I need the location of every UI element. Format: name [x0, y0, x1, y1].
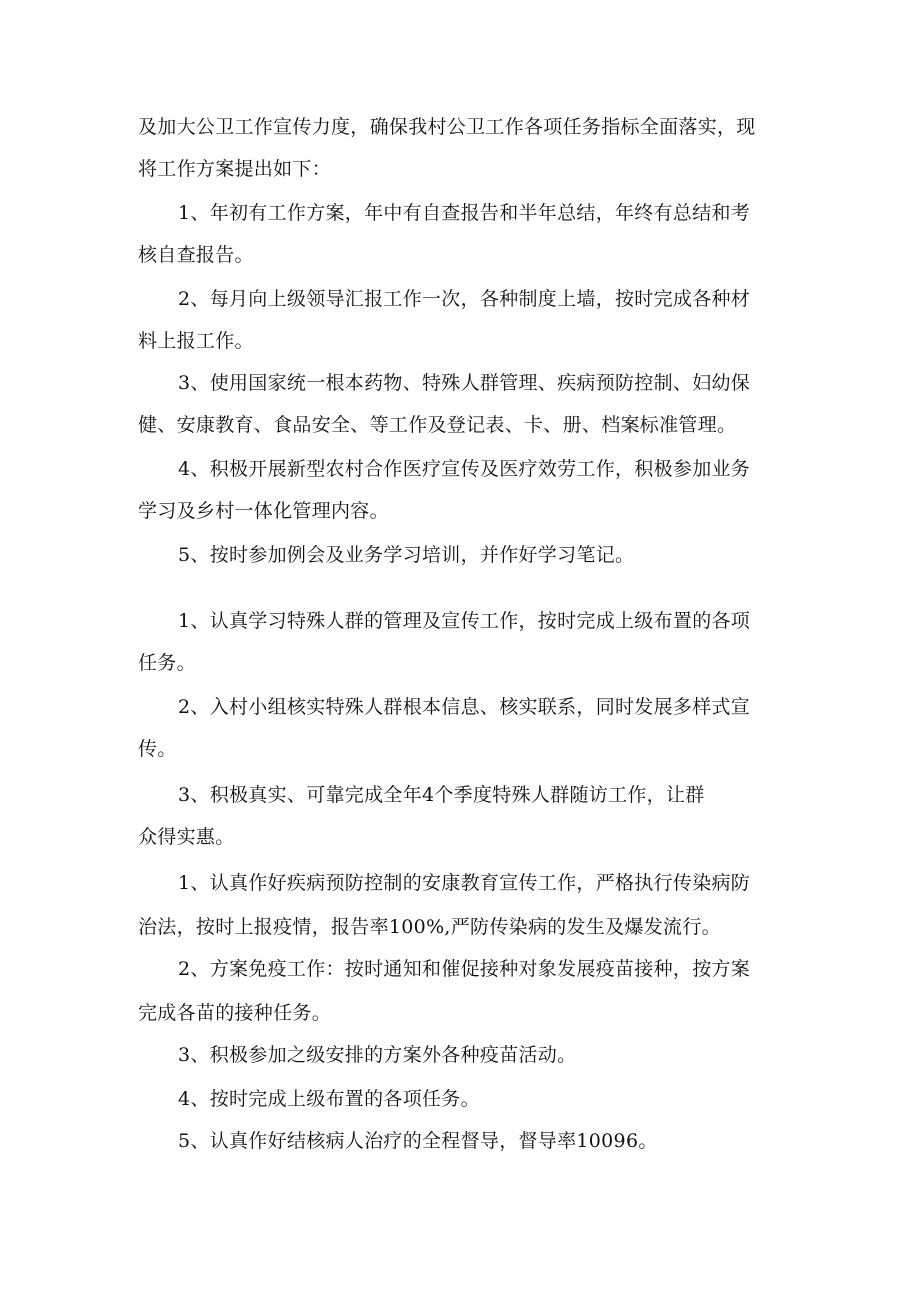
- paragraph-line: 4、积极开展新型农村合作医疗宣传及医疗效劳工作，积极参加业务: [178, 458, 751, 480]
- paragraph-line: 传。: [138, 738, 177, 760]
- paragraph-line: 及加大公卫工作宣传力度，确保我村公卫工作各项任务指标全面落实，现: [138, 116, 756, 138]
- paragraph-line: 健、安康教育、食品安全、等工作及登记表、卡、册、档案标准管理。: [138, 414, 737, 436]
- paragraph-line: 治法，按时上报疫情，报告率100%,严防传染病的发生及爆发流行。: [138, 916, 721, 938]
- paragraph-line: 5、按时参加例会及业务学习培训，并作好学习笔记。: [178, 544, 635, 566]
- paragraph-line: 5、认真作好结核病人治疗的全程督导，督导率10096。: [178, 1130, 658, 1152]
- paragraph-line: 1、认真作好疾病预防控制的安康教育宣传工作，严格执行传染病防: [178, 872, 751, 894]
- paragraph-line: 3、积极参加之级安排的方案外各种疫苗活动。: [178, 1044, 577, 1066]
- paragraph-line: 3、积极真实、可靠完成全年4个季度特殊人群随访工作，让群: [178, 784, 705, 806]
- paragraph-line: 料上报工作。: [138, 330, 254, 352]
- paragraph-line: 4、按时完成上级布置的各项任务。: [178, 1088, 480, 1110]
- paragraph-line: 2、方案免疫工作：按时通知和催促接种对象发展疫苗接种，按方案: [178, 958, 751, 980]
- paragraph-line: 2、入村小组核实特殊人群根本信息、核实联系，同时发展多样式宣: [178, 696, 751, 718]
- paragraph-line: 核自查报告。: [138, 244, 254, 266]
- paragraph-line: 1、认真学习特殊人群的管理及宣传工作，按时完成上级布置的各项: [178, 610, 751, 632]
- paragraph-line: 2、每月向上级领导汇报工作一次，各种制度上墙，按时完成各种材: [178, 288, 751, 310]
- paragraph-line: 完成各苗的接种任务。: [138, 1002, 332, 1024]
- paragraph-line: 将工作方案提出如下：: [138, 158, 332, 180]
- paragraph-line: 众得实惠。: [138, 826, 235, 848]
- paragraph-line: 3、使用国家统一根本药物、特殊人群管理、疾病预防控制、妇幼保: [178, 372, 751, 394]
- paragraph-line: 1、年初有工作方案，年中有自查报告和半年总结，年终有总结和考: [178, 202, 751, 224]
- paragraph-line: 学习及乡村一体化管理内容。: [138, 500, 389, 522]
- paragraph-line: 任务。: [138, 652, 196, 674]
